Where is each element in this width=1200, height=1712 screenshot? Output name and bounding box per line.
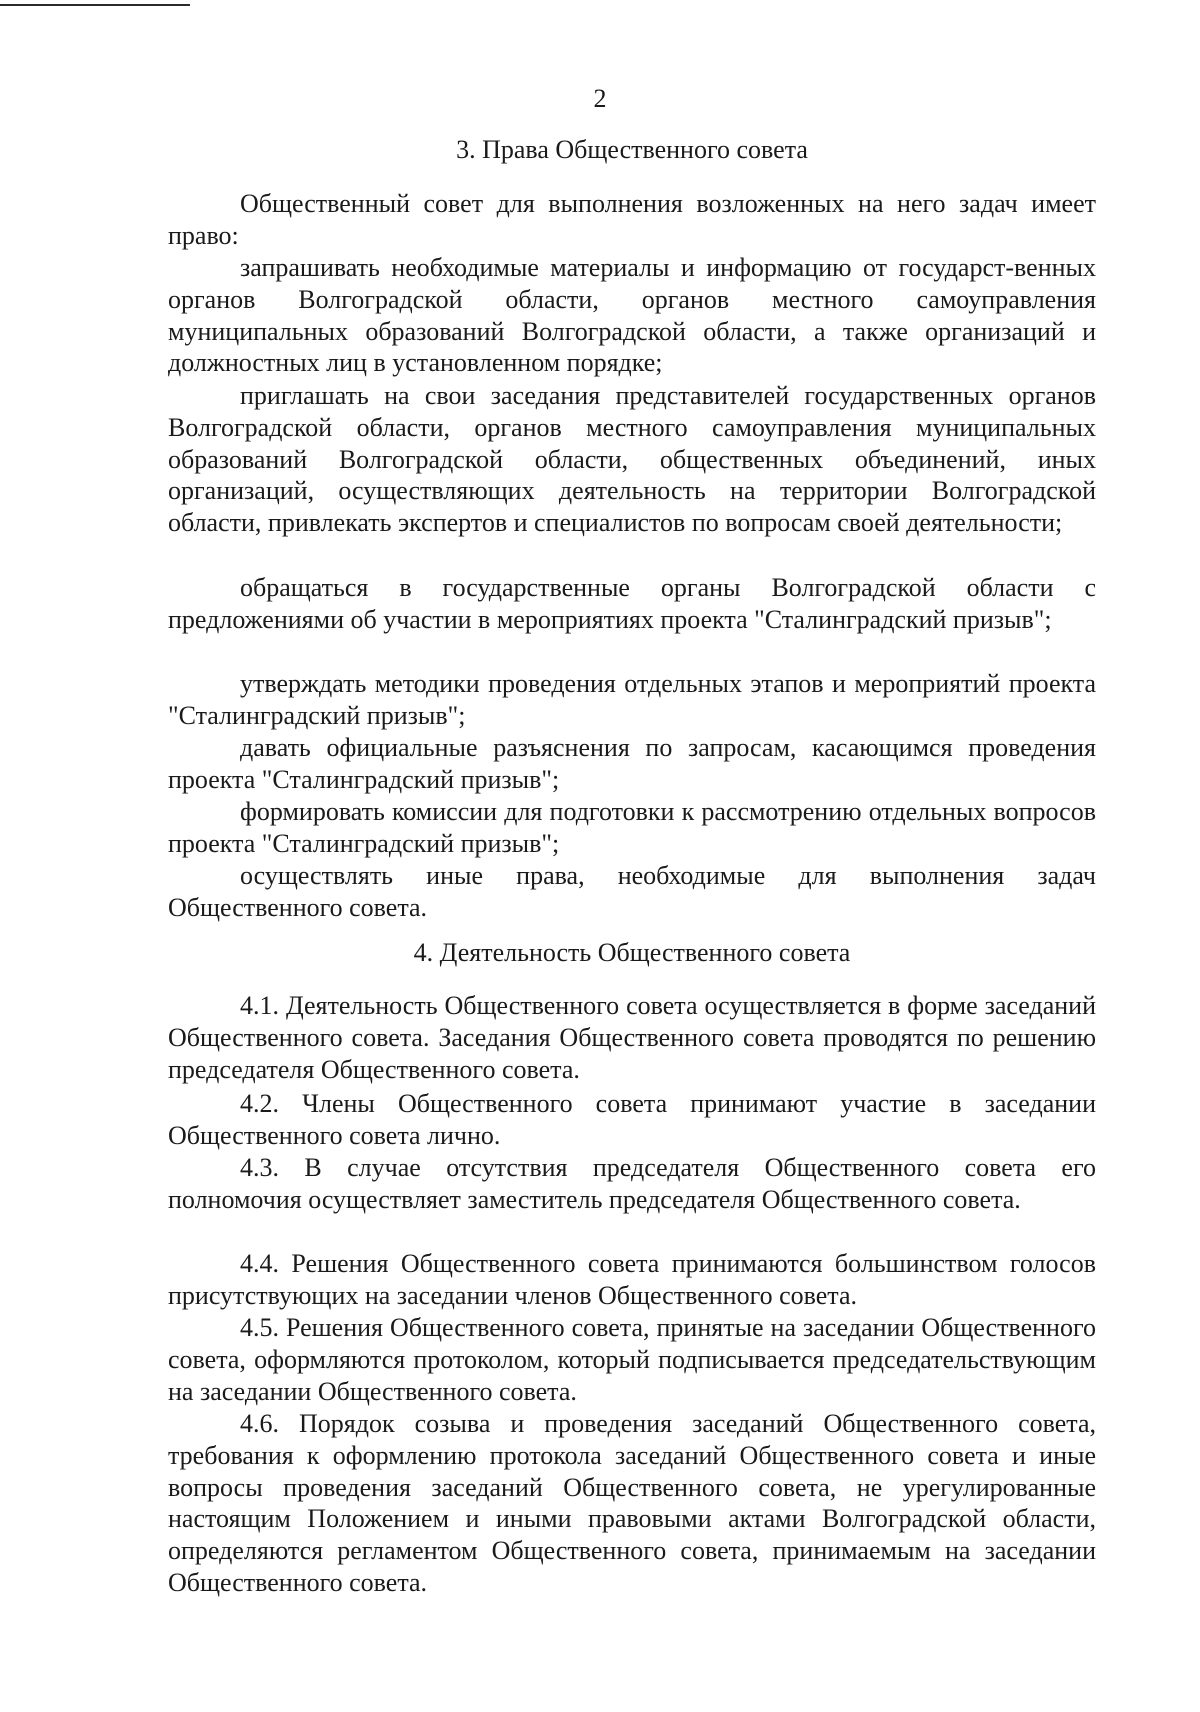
- paragraph: формировать комиссии для подготовки к рассмотрению отдельных вопросов проекта "Сталинградский призыв";: [168, 797, 1096, 858]
- section-heading: 3. Права Общественного совета: [456, 135, 808, 164]
- paragraph: Общественный совет для выполнения возложенных на него задач имеет право:: [168, 189, 1096, 250]
- paragraph: утверждать методики проведения отдельных этапов и мероприятий проекта "Сталинградский призыв";: [168, 669, 1096, 730]
- paragraph: 4.5. Решения Общественного совета, принятые на заседании Общественного совета, оформляются протоколом, который подписывается председательствующим на заседании Общественного совета.: [168, 1313, 1096, 1406]
- paragraph: давать официальные разъяснения по запросам, касающимся проведения проекта "Сталинградский призыв";: [168, 733, 1096, 794]
- paragraph: 4.4. Решения Общественного совета принимаются большинством голосов присутствующих на заседании членов Общественного совета.: [168, 1249, 1096, 1310]
- paragraph: 4.3. В случае отсутствия председателя Общественного совета его полномочия осуществляет заместитель председателя Общественного совета.: [168, 1153, 1096, 1214]
- paragraph: 4.2. Члены Общественного совета принимают участие в заседании Общественного совета лично.: [168, 1089, 1096, 1150]
- paragraph: 4.1. Деятельность Общественного совета осуществляется в форме заседаний Общественного совета. Заседания Общественного совета проводятся по решению председателя Общественного совета.: [168, 991, 1096, 1084]
- section-heading: 4. Деятельность Общественного совета: [413, 938, 851, 967]
- paragraph: осуществлять иные права, необходимые для выполнения задач Общественного совета.: [168, 861, 1096, 922]
- scan-edge-line: [0, 4, 190, 6]
- page-number: 2: [593, 84, 607, 113]
- paragraph: обращаться в государственные органы Волгоградской области с предложениями об участии в мероприятиях проекта "Сталинградский призыв";: [168, 573, 1096, 634]
- paragraph: 4.6. Порядок созыва и проведения заседаний Общественного совета, требования к оформлению протокола заседаний Общественного совета и иные вопросы проведения заседаний Общественного совета, не урегулированные настоящим Положением и иными правовыми актами Волгоградской области, определяются регламентом Общественного совета, принимаемым на заседании Общественного совета.: [168, 1409, 1096, 1597]
- paragraph: приглашать на свои заседания представителей государственных органов Волгоградской области, органов местного самоуправления муниципальных образований Волгоградской области, общественных объединений, иных организаций, осуществляющих деятельность на территории Волгоградской области, привлекать экспертов и специалистов по вопросам своей деятельности;: [168, 381, 1096, 538]
- paragraph: запрашивать необходимые материалы и информацию от государст-венных органов Волгоградской области, органов местного самоуправления муниципальных образований Волгоградской области, а также организаций и должностных лиц в установленном порядке;: [168, 253, 1096, 378]
